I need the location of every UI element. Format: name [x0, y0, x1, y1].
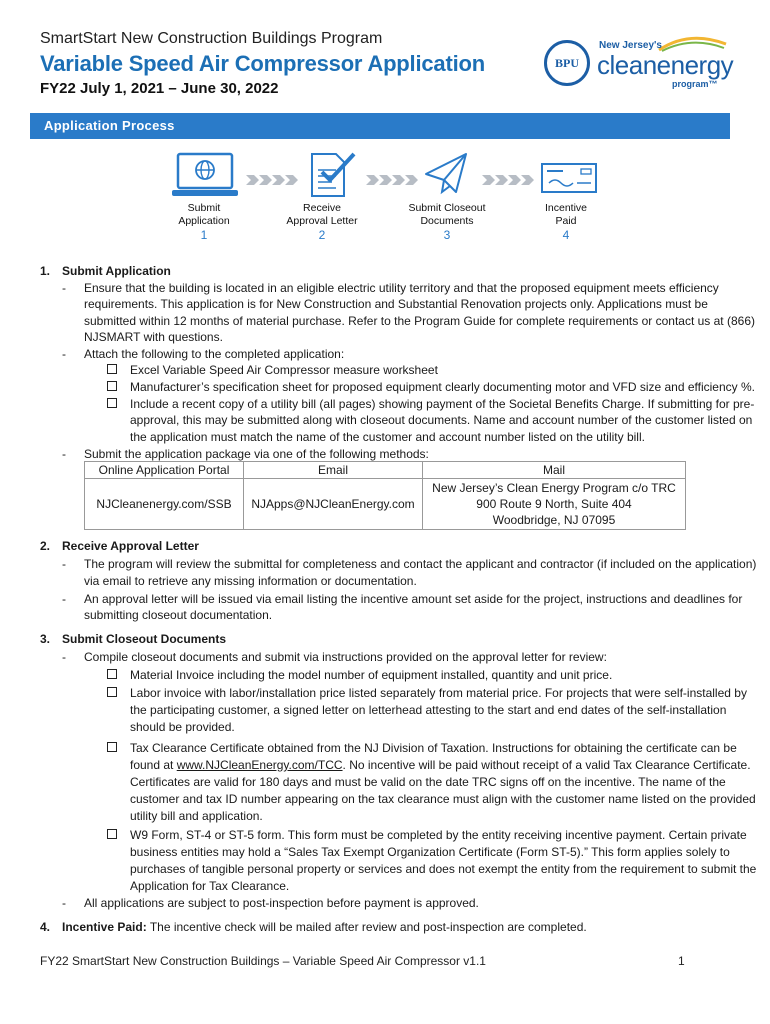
checklist-item: the application must match the name of the customer and account number listed on the utility bill.: [130, 430, 645, 444]
logo-sub: program™: [672, 79, 718, 89]
page-number: 1: [678, 954, 685, 968]
step-label: Submit Application: [178, 202, 230, 227]
page-title: Variable Speed Air Compressor Application: [40, 51, 485, 76]
checklist-item: Material Invoice including the model number of equipment installed, quantity and unit price.: [130, 668, 613, 682]
section-banner: Application Process: [30, 113, 730, 139]
step-label: Receive Approval Letter: [286, 202, 358, 227]
checklist-item: purchases of tangible personal property or services and does not exempt the entity from the requirement to submit the: [130, 862, 757, 876]
section-heading: Submit Application: [62, 264, 171, 278]
body-text: Incentive Paid: The incentive check will be mailed after review and post-inspection are completed.: [62, 920, 587, 934]
body-text: requirements. This application is for New Construction and Substantial Renovation projects only. Applications must be: [84, 297, 708, 311]
step-number: 4: [562, 228, 570, 242]
body-text: All applications are subject to post-inspection before payment is approved.: [84, 896, 479, 910]
mail-address: New Jersey’s Clean Energy Program c/o TRC 900 Route 9 North, Suite 404 Woodbridge, NJ 07095: [423, 479, 686, 530]
checklist-item: W9 Form, ST-4 or ST-5 form. This form must be completed by the entity receiving incentive payment. Certain private: [130, 828, 747, 842]
section-heading: Submit Closeout Documents: [62, 632, 227, 646]
body-text: via email to retrieve any missing information or documentation.: [84, 574, 417, 588]
body-text: submitted within 12 months of material purchase. Refer to the Program Guide for complete requirements or contact us at (866): [84, 314, 755, 328]
section-closeout-documents: 3. Submit Closeout Documents - Compile closeout documents and submit via instructions provided on the approval letter for review: Material Invoice including the model number of equipment installed, quantity and unit price. Labor invoice with labor/installation price listed separately from material price. For projects that were self-installed by the participating customer, a signed letter on letterhead attesting to the start and end dates of the self-installation should be provided. Tax Clearance Certificate obtained from the NJ Division of Taxation. Instructions for obtaining the certificate can be found at www.NJCleanEnergy.com/TCC. No incentive will be paid without receipt of a valid Tax Clearance Certificate. Certificates are valid for 180 days and must be valid on the date TRC signs off on the incentive. The name of the customer and tax ID number appearing on the tax clearance must align with the customer name listed on the provided utility bill and application. W9 Form, ST-4 or ST-5 form. This form must be completed by the entity receiving incentive payment. Certain private business entities may hold a “Sales Tax Exempt Organization Certificate (Form ST-5).” This form applies solely to purchases of tangible personal property or services and does not exempt the entity from the requirement to submit the Application for Tax Clearance. - All applications are subject to post-inspection before payment is approved.: [40, 632, 757, 910]
section-submit-application: 1. Submit Application - Ensure that the building is located in an eligible electric utility territory and that the proposed equipment meets efficiency requirements. This application is for New Construction and Substantial Renovation projects only. Applications must be submitted within 12 months of material purchase. Refer to the Program Guide for complete requirements or contact us at (866) NJSMART with questions. - Attach the following to the completed application: Excel Variable Speed Air Compressor measure worksheet Manufacturer’s specification sheet for proposed equipment clearly documenting motor and VFD size and efficiency %. Include a recent copy of a utility bill (all pages) showing payment of the Societal Benefits Charge. If submitting for pre- approval, this may be submitted along with closeout documents. Name and account number of the customer listed on the application must match the name of the customer and account number listed on the utility bill. - Submit the application package via one of the following methods:: [40, 264, 755, 461]
body-text: Ensure that the building is located in an eligible electric utility territory and that the proposed equipment meets efficiency: [84, 281, 719, 295]
step-number: 1: [200, 228, 208, 242]
checklist-item: Include a recent copy of a utility bill (all pages) showing payment of the Societal Benefits Charge. If submitting for pre-: [130, 397, 755, 411]
step-number: 3: [443, 228, 451, 242]
body-text: An approval letter will be issued via email listing the incentive amount set aside for the project, instructions and deadlines for: [84, 592, 743, 606]
portal-link[interactable]: NJCleanenergy.com/SSB: [85, 479, 244, 530]
footer-text: FY22 SmartStart New Construction Buildings – Variable Speed Air Compressor v1.1: [40, 954, 486, 968]
email-link[interactable]: NJApps@NJCleanEnergy.com: [244, 479, 423, 530]
step-number: 2: [318, 228, 326, 242]
body-text: submitting closeout documentation.: [84, 608, 273, 622]
body-text: The program will review the submittal for completeness and contact the applicant and contractor (if included on the application): [84, 557, 757, 571]
checklist-item: Certificates are valid for 180 days and must be valid on the date TRC signs off on the incentive. The name of the: [130, 775, 726, 789]
section-number: 3.: [40, 632, 51, 646]
checklist-item: business entities may hold a “Sales Tax Exempt Organization Certificate (Form ST-5).” This form applies solely to: [130, 845, 730, 859]
logo-name: cleanenergy: [597, 50, 734, 80]
table-header: Online Application Portal: [85, 462, 244, 479]
section-number: 4.: [40, 920, 51, 934]
section-number: 2.: [40, 539, 51, 553]
logo-state: New Jersey's: [599, 40, 662, 51]
tcc-link[interactable]: www.NJCleanEnergy.com/TCC: [176, 758, 343, 772]
body-text: Compile closeout documents and submit via instructions provided on the approval letter for review:: [84, 650, 607, 664]
checklist-item: approval, this may be submitted along with closeout documents. Name and account number of the customer listed on: [130, 413, 753, 427]
body-text: Attach the following to the completed application:: [84, 347, 345, 361]
step-label: Submit Closeout Documents: [408, 202, 486, 227]
checklist-item: found at www.NJCleanEnergy.com/TCC. No incentive will be paid without receipt of a valid Tax Clearance Certificate.: [130, 758, 751, 772]
checklist-item: Excel Variable Speed Air Compressor measure worksheet: [130, 363, 438, 377]
program-name: SmartStart New Construction Buildings Program: [40, 30, 383, 47]
checklist-item: utility bill and application.: [130, 809, 263, 823]
table-header: Mail: [423, 462, 686, 479]
checklist-item: Tax Clearance Certificate obtained from the NJ Division of Taxation. Instructions for obtaining the certificate can be: [130, 741, 737, 755]
body-text: NJSMART with questions.: [84, 330, 223, 344]
body-text: Submit the application package via one of the following methods:: [84, 447, 429, 461]
section-heading: Receive Approval Letter: [62, 539, 199, 553]
step-label: Incentive Paid: [544, 202, 588, 227]
checklist-item: customer and tax ID number appearing on the tax clearance must align with the customer name listed on the provided: [130, 792, 756, 806]
checklist-item: the participating customer, a signed letter on letterhead attesting to the start and end dates of the self-installation: [130, 703, 727, 717]
section-number: 1.: [40, 264, 51, 278]
checklist-item: Manufacturer’s specification sheet for proposed equipment clearly documenting motor and VFD size and efficiency %.: [130, 380, 755, 394]
checklist-item: should be provided.: [130, 720, 235, 734]
checklist-item: Application for Tax Clearance.: [130, 879, 290, 893]
bpu-seal-icon: BPU: [544, 40, 590, 86]
section-receive-approval: 2. Receive Approval Letter - The program will review the submittal for completeness and contact the applicant and contractor (if included on the application) via email to retrieve any missing information or documentation. - An approval letter will be issued via email listing the incentive amount set aside for the project, instructions and deadlines for submitting closeout documentation.: [40, 539, 757, 622]
program-period: FY22 July 1, 2021 – June 30, 2022: [40, 80, 279, 97]
table-header: Email: [244, 462, 423, 479]
checklist-item: Labor invoice with labor/installation price listed separately from material price. For projects that were self-installed by: [130, 686, 747, 700]
